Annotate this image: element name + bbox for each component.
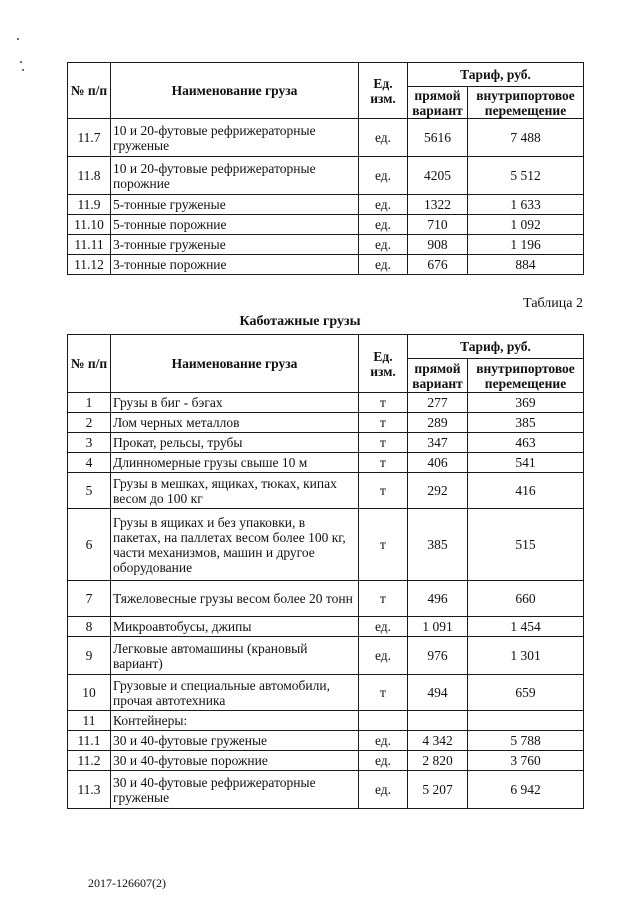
cell-num: 11 [68,711,111,731]
cell-unit: ед. [359,215,408,235]
cell-num: 8 [68,617,111,637]
table-row [68,453,584,473]
table-title: Каботажные грузы [239,314,361,329]
cell-direct: 710 [408,215,468,235]
table-row [68,119,584,157]
header-direct: прямой вариант [408,359,468,393]
cell-name: 5-тонные порожние [111,215,359,235]
cell-unit: ед. [359,255,408,275]
table-number-label: Таблица 2 [523,296,583,311]
cell-name: Грузовые и специальные автомобили, прочая автотехника [111,675,359,711]
cell-direct: 4 342 [408,731,468,751]
cell-num: 6 [68,509,111,581]
cell-unit: ед. [359,637,408,675]
cell-num: 4 [68,453,111,473]
cell-num: 11.2 [68,751,111,771]
cell-direct: 406 [408,453,468,473]
cell-unit: т [359,393,408,413]
cell-internal: 7 488 [468,119,584,157]
cell-unit: т [359,453,408,473]
cell-internal: 515 [468,509,584,581]
cell-name: 10 и 20-футовые рефрижераторные порожние [111,157,359,195]
cell-direct: 5 207 [408,771,468,809]
cell-direct: 1322 [408,195,468,215]
cell-name: Грузы в биг - бэгах [111,393,359,413]
cell-internal: 541 [468,453,584,473]
cell-num: 2 [68,413,111,433]
cell-direct [408,711,468,731]
table-cabotage [67,334,584,809]
cell-direct: 976 [408,637,468,675]
table-row [68,711,584,731]
cell-name: Тяжеловесные грузы весом более 20 тонн [111,581,359,617]
cell-name: 10 и 20-футовые рефрижераторные груженые [111,119,359,157]
cell-unit: ед. [359,235,408,255]
cell-internal: 416 [468,473,584,509]
cell-direct: 4205 [408,157,468,195]
cell-direct: 5616 [408,119,468,157]
cell-unit: т [359,473,408,509]
header-direct: прямой вариант [408,87,468,119]
cell-unit: ед. [359,119,408,157]
cell-internal: 463 [468,433,584,453]
header-name: Наименование груза [111,63,359,119]
scan-speck [22,69,24,71]
cell-name: Грузы в мешках, ящиках, тюках, кипах весом до 100 кг [111,473,359,509]
table-continuation [67,62,584,275]
cell-direct: 494 [408,675,468,711]
cell-name: Длинномерные грузы свыше 10 м [111,453,359,473]
cell-direct: 1 091 [408,617,468,637]
scan-speck [20,61,22,63]
cell-unit: ед. [359,617,408,637]
table-row [68,751,584,771]
cell-name: Легковые автомашины (крановый вариант) [111,637,359,675]
table-row [68,731,584,751]
header-num: № п/п [68,63,111,119]
cell-name: 3-тонные порожние [111,255,359,275]
table-row [68,393,584,413]
table-row [68,433,584,453]
table-row [68,581,584,617]
cell-unit: т [359,509,408,581]
cell-internal: 3 760 [468,751,584,771]
cell-internal: 1 454 [468,617,584,637]
table-row [68,157,584,195]
cell-num: 9 [68,637,111,675]
cell-direct: 2 820 [408,751,468,771]
cell-unit: ед. [359,771,408,809]
cell-internal: 5 512 [468,157,584,195]
cell-name: Грузы в ящиках и без упаковки, в пакетах, на паллетах весом более 100 кг, части механизмов, машин и другое оборудование [111,509,359,581]
cell-num: 11.1 [68,731,111,751]
cell-direct: 289 [408,413,468,433]
header-internal: внутрипортовое перемещение [468,359,584,393]
table-row [68,617,584,637]
table-row [68,675,584,711]
cell-unit: ед. [359,731,408,751]
cell-unit: ед. [359,195,408,215]
cell-num: 10 [68,675,111,711]
cell-direct: 347 [408,433,468,453]
header-tariff: Тариф, руб. [408,63,584,87]
table-row [68,771,584,809]
cell-name: Микроавтобусы, джипы [111,617,359,637]
cell-num: 11.7 [68,119,111,157]
cell-unit: т [359,581,408,617]
table-row [68,215,584,235]
cell-name: Контейнеры: [111,711,359,731]
cell-internal: 369 [468,393,584,413]
cell-name: 5-тонные груженые [111,195,359,215]
header-name: Наименование груза [111,335,359,393]
cell-unit: т [359,413,408,433]
cell-unit [359,711,408,731]
cell-num: 11.3 [68,771,111,809]
table-row [68,413,584,433]
cell-direct: 496 [408,581,468,617]
cell-internal: 6 942 [468,771,584,809]
cell-num: 11.9 [68,195,111,215]
cell-num: 11.8 [68,157,111,195]
cell-direct: 277 [408,393,468,413]
cell-num: 3 [68,433,111,453]
cell-direct: 676 [408,255,468,275]
cell-num: 11.12 [68,255,111,275]
cell-name: 3-тонные груженые [111,235,359,255]
cell-name: Прокат, рельсы, трубы [111,433,359,453]
cell-internal: 1 092 [468,215,584,235]
scan-speck [17,38,19,40]
cell-internal: 1 633 [468,195,584,215]
document-footer-code: 2017-126607(2) [88,876,166,890]
cell-direct: 292 [408,473,468,509]
cell-name: 30 и 40-футовые порожние [111,751,359,771]
cell-num: 11.11 [68,235,111,255]
cell-unit: т [359,433,408,453]
header-tariff: Тариф, руб. [408,335,584,359]
header-unit: Ед. изм. [359,335,408,393]
cell-direct: 908 [408,235,468,255]
cell-internal: 1 301 [468,637,584,675]
cell-name: 30 и 40-футовые груженые [111,731,359,751]
header-num: № п/п [68,335,111,393]
cell-unit: ед. [359,751,408,771]
cell-internal: 660 [468,581,584,617]
cell-internal: 884 [468,255,584,275]
table-row [68,637,584,675]
table-row [68,509,584,581]
table-row [68,473,584,509]
cell-unit: ед. [359,157,408,195]
cell-name: 30 и 40-футовые рефрижераторные груженые [111,771,359,809]
cell-name: Лом черных металлов [111,413,359,433]
table-row [68,195,584,215]
table-row [68,235,584,255]
table-row [68,255,584,275]
cell-internal: 5 788 [468,731,584,751]
cell-num: 11.10 [68,215,111,235]
header-internal: внутрипортовое перемещение [468,87,584,119]
cell-unit: т [359,675,408,711]
cell-num: 5 [68,473,111,509]
cell-internal: 659 [468,675,584,711]
cell-internal: 385 [468,413,584,433]
cell-num: 7 [68,581,111,617]
cell-num: 1 [68,393,111,413]
header-unit: Ед. изм. [359,63,408,119]
cell-internal [468,711,584,731]
cell-direct: 385 [408,509,468,581]
cell-internal: 1 196 [468,235,584,255]
